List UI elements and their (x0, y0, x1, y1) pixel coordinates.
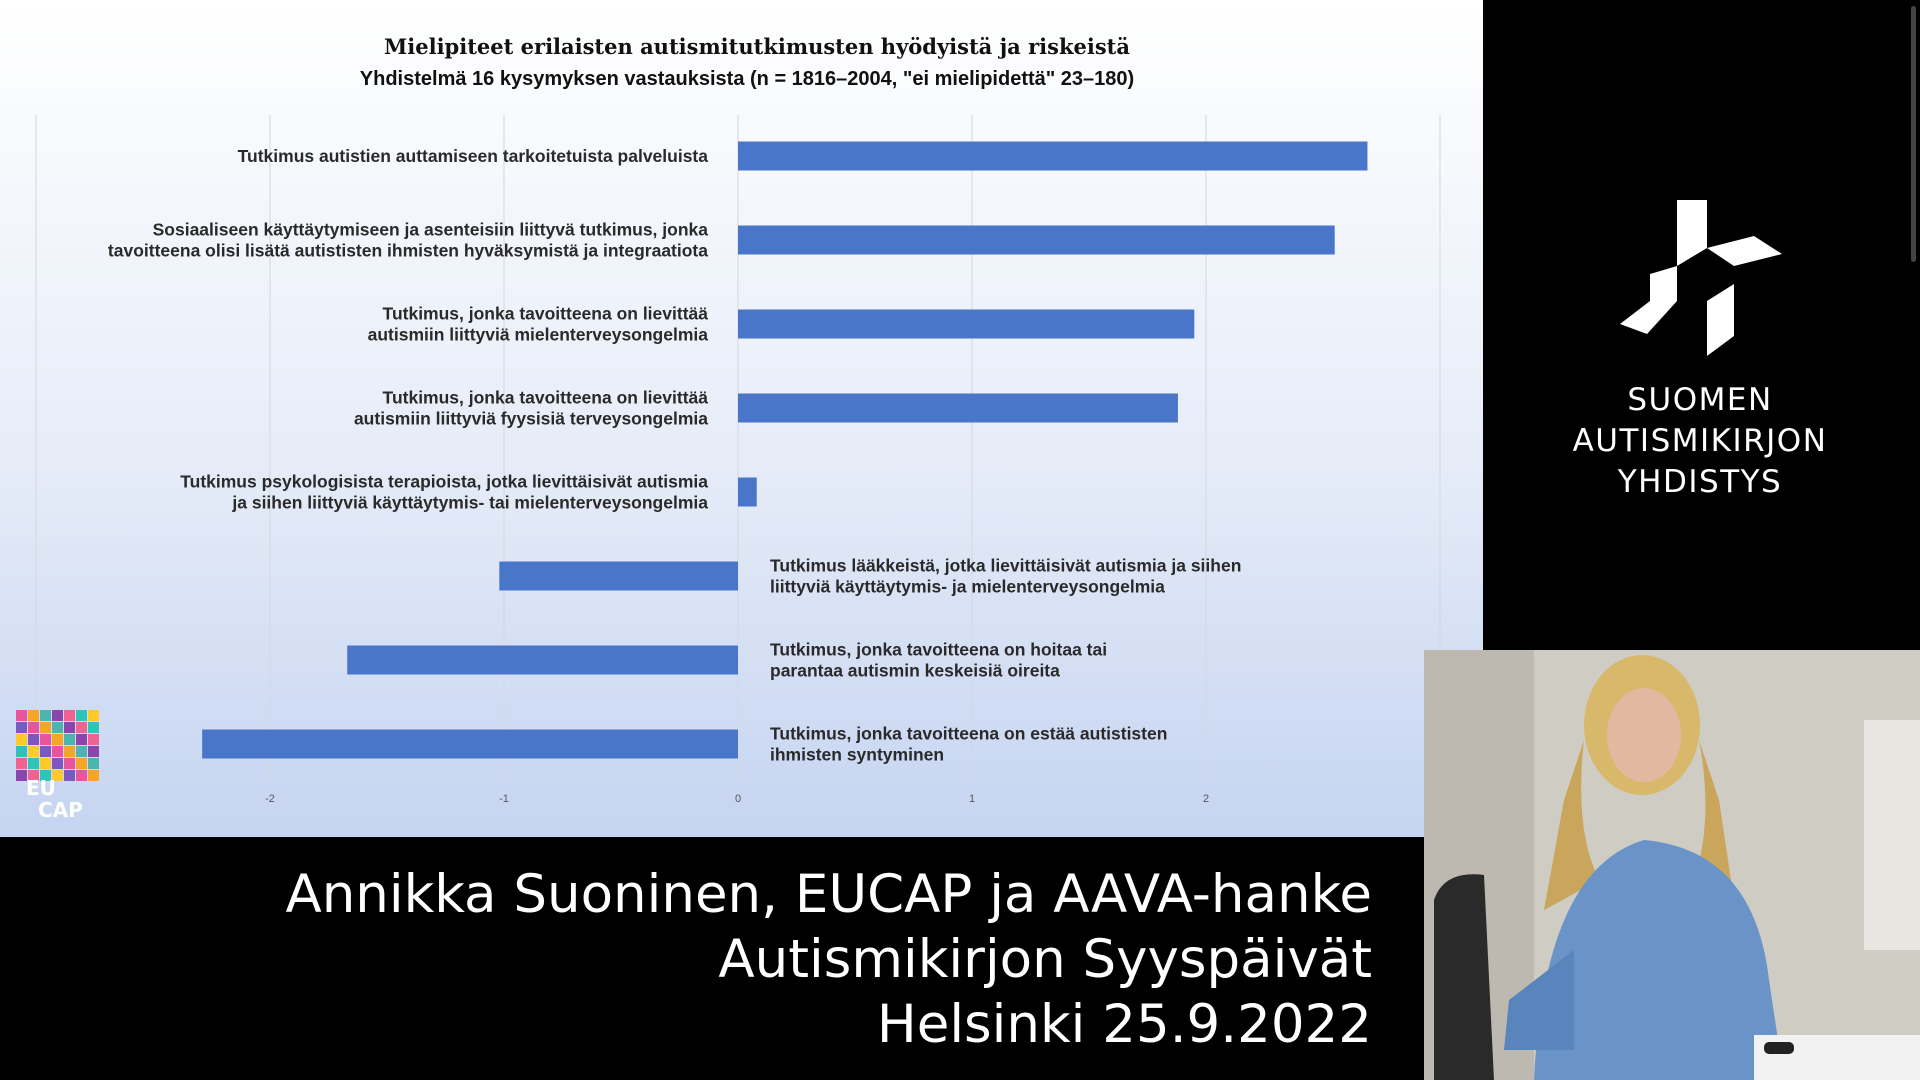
category-label: Tutkimus, jonka tavoitteena on estää autististen (770, 723, 1168, 744)
logo-tile (16, 758, 27, 769)
logo-tile (28, 758, 39, 769)
bar (202, 730, 738, 759)
category-label: liittyviä käyttäytymis- ja mielenterveysongelmia (770, 576, 1165, 597)
bar (738, 142, 1367, 171)
bar (738, 394, 1178, 423)
category-label: Tutkimus psykologisista terapioista, jotka lievittäisivät autismia (180, 471, 708, 492)
x-tick-label: 0 (734, 793, 742, 805)
category-label: autismiin liittyviä mielenterveysongelmia (367, 324, 708, 345)
category-label: Tutkimus autistien auttamiseen tarkoitetuista palveluista (237, 146, 708, 166)
bar (738, 226, 1335, 255)
logo-tile (88, 710, 99, 721)
speaker-video (1424, 650, 1920, 1080)
category-label: parantaa autismin keskeisiä oireita (770, 660, 1060, 681)
logo-tile (40, 710, 51, 721)
category-label: Tutkimus, jonka tavoitteena on lievittää (382, 387, 708, 408)
category-label: Tutkimus, jonka tavoitteena on lievittää (382, 303, 708, 324)
chart-title: Mielipiteet erilaisten autismitutkimusten hyödyistä ja riskeistä (384, 34, 1130, 59)
logo-tile (64, 746, 75, 757)
category-label: Tutkimus, jonka tavoitteena on hoitaa tai (770, 639, 1108, 660)
category-label: tavoitteena olisi lisätä autististen ihmisten hyväksymistä ja integraatiota (107, 240, 708, 261)
logo-tile (64, 734, 75, 745)
category-label: autismiin liittyviä fyysisiä terveysongelmia (353, 408, 708, 429)
category-label: ja siihen liittyviä käyttäytymis- tai mielenterveysongelmia (232, 492, 708, 513)
x-tick-label: -2 (265, 793, 275, 805)
logo-tile (64, 770, 75, 781)
logo-tile (28, 710, 39, 721)
organization-name-line: YHDISTYS (1617, 464, 1783, 500)
logo-tile (64, 710, 75, 721)
logo-tile (76, 746, 87, 757)
logo-tile (64, 758, 75, 769)
logo-tile (76, 770, 87, 781)
logo-tile (16, 746, 27, 757)
logo-tile (88, 722, 99, 733)
x-tick-label: 1 (968, 793, 976, 805)
organization-name (1520, 380, 1880, 503)
logo-tile (52, 722, 63, 733)
caption-bar (0, 837, 1424, 1080)
organization-logo-icon (1602, 196, 1802, 371)
caption-speaker: Annikka Suoninen, EUCAP ja AAVA-hanke (285, 864, 1372, 925)
category-label: Tutkimus lääkkeistä, jotka lievittäisivät autismia ja siihen (770, 555, 1242, 576)
logo-tile (76, 710, 87, 721)
scrollbar[interactable] (1911, 6, 1916, 262)
logo-tile (16, 710, 27, 721)
logo-tile (88, 758, 99, 769)
caption-event: Autismikirjon Syyspäivät (718, 929, 1372, 990)
logo-tile (88, 734, 99, 745)
logo-tile (28, 746, 39, 757)
bar (738, 310, 1194, 339)
eucap-logo (16, 710, 102, 828)
logo-tile (52, 710, 63, 721)
chart-subtitle: Yhdistelmä 16 kysymyksen vastauksista (n = 1816–2004, "ei mielipidettä" 23–180) (359, 68, 1135, 90)
bar (499, 562, 738, 591)
logo-tile (28, 722, 39, 733)
logo-tile (40, 758, 51, 769)
bar (347, 646, 738, 675)
logo-text-top: EU (26, 776, 56, 800)
logo-tile (76, 722, 87, 733)
logo-tile (88, 770, 99, 781)
logo-tile (40, 746, 51, 757)
logo-tile (64, 722, 75, 733)
logo-tile (28, 734, 39, 745)
x-tick-label: 2 (1202, 793, 1210, 805)
caption-place-date: Helsinki 25.9.2022 (876, 994, 1372, 1055)
logo-tile (40, 734, 51, 745)
organization-name-line: AUTISMIKIRJON (1572, 423, 1828, 459)
x-tick-label: -1 (499, 793, 509, 805)
logo-tile (76, 734, 87, 745)
logo-tile (16, 722, 27, 733)
logo-tile (76, 758, 87, 769)
logo-tile (16, 734, 27, 745)
organization-name-line: SUOMEN (1627, 382, 1773, 418)
bar (738, 478, 757, 507)
category-label: Sosiaaliseen käyttäytymiseen ja asenteisiin liittyvä tutkimus, jonka (152, 219, 708, 240)
logo-text-bottom: CAP (38, 798, 83, 822)
logo-tile (52, 746, 63, 757)
category-label: ihmisten syntyminen (770, 744, 945, 765)
logo-tile (52, 758, 63, 769)
logo-tile (52, 734, 63, 745)
logo-tile (40, 722, 51, 733)
logo-tile (88, 746, 99, 757)
